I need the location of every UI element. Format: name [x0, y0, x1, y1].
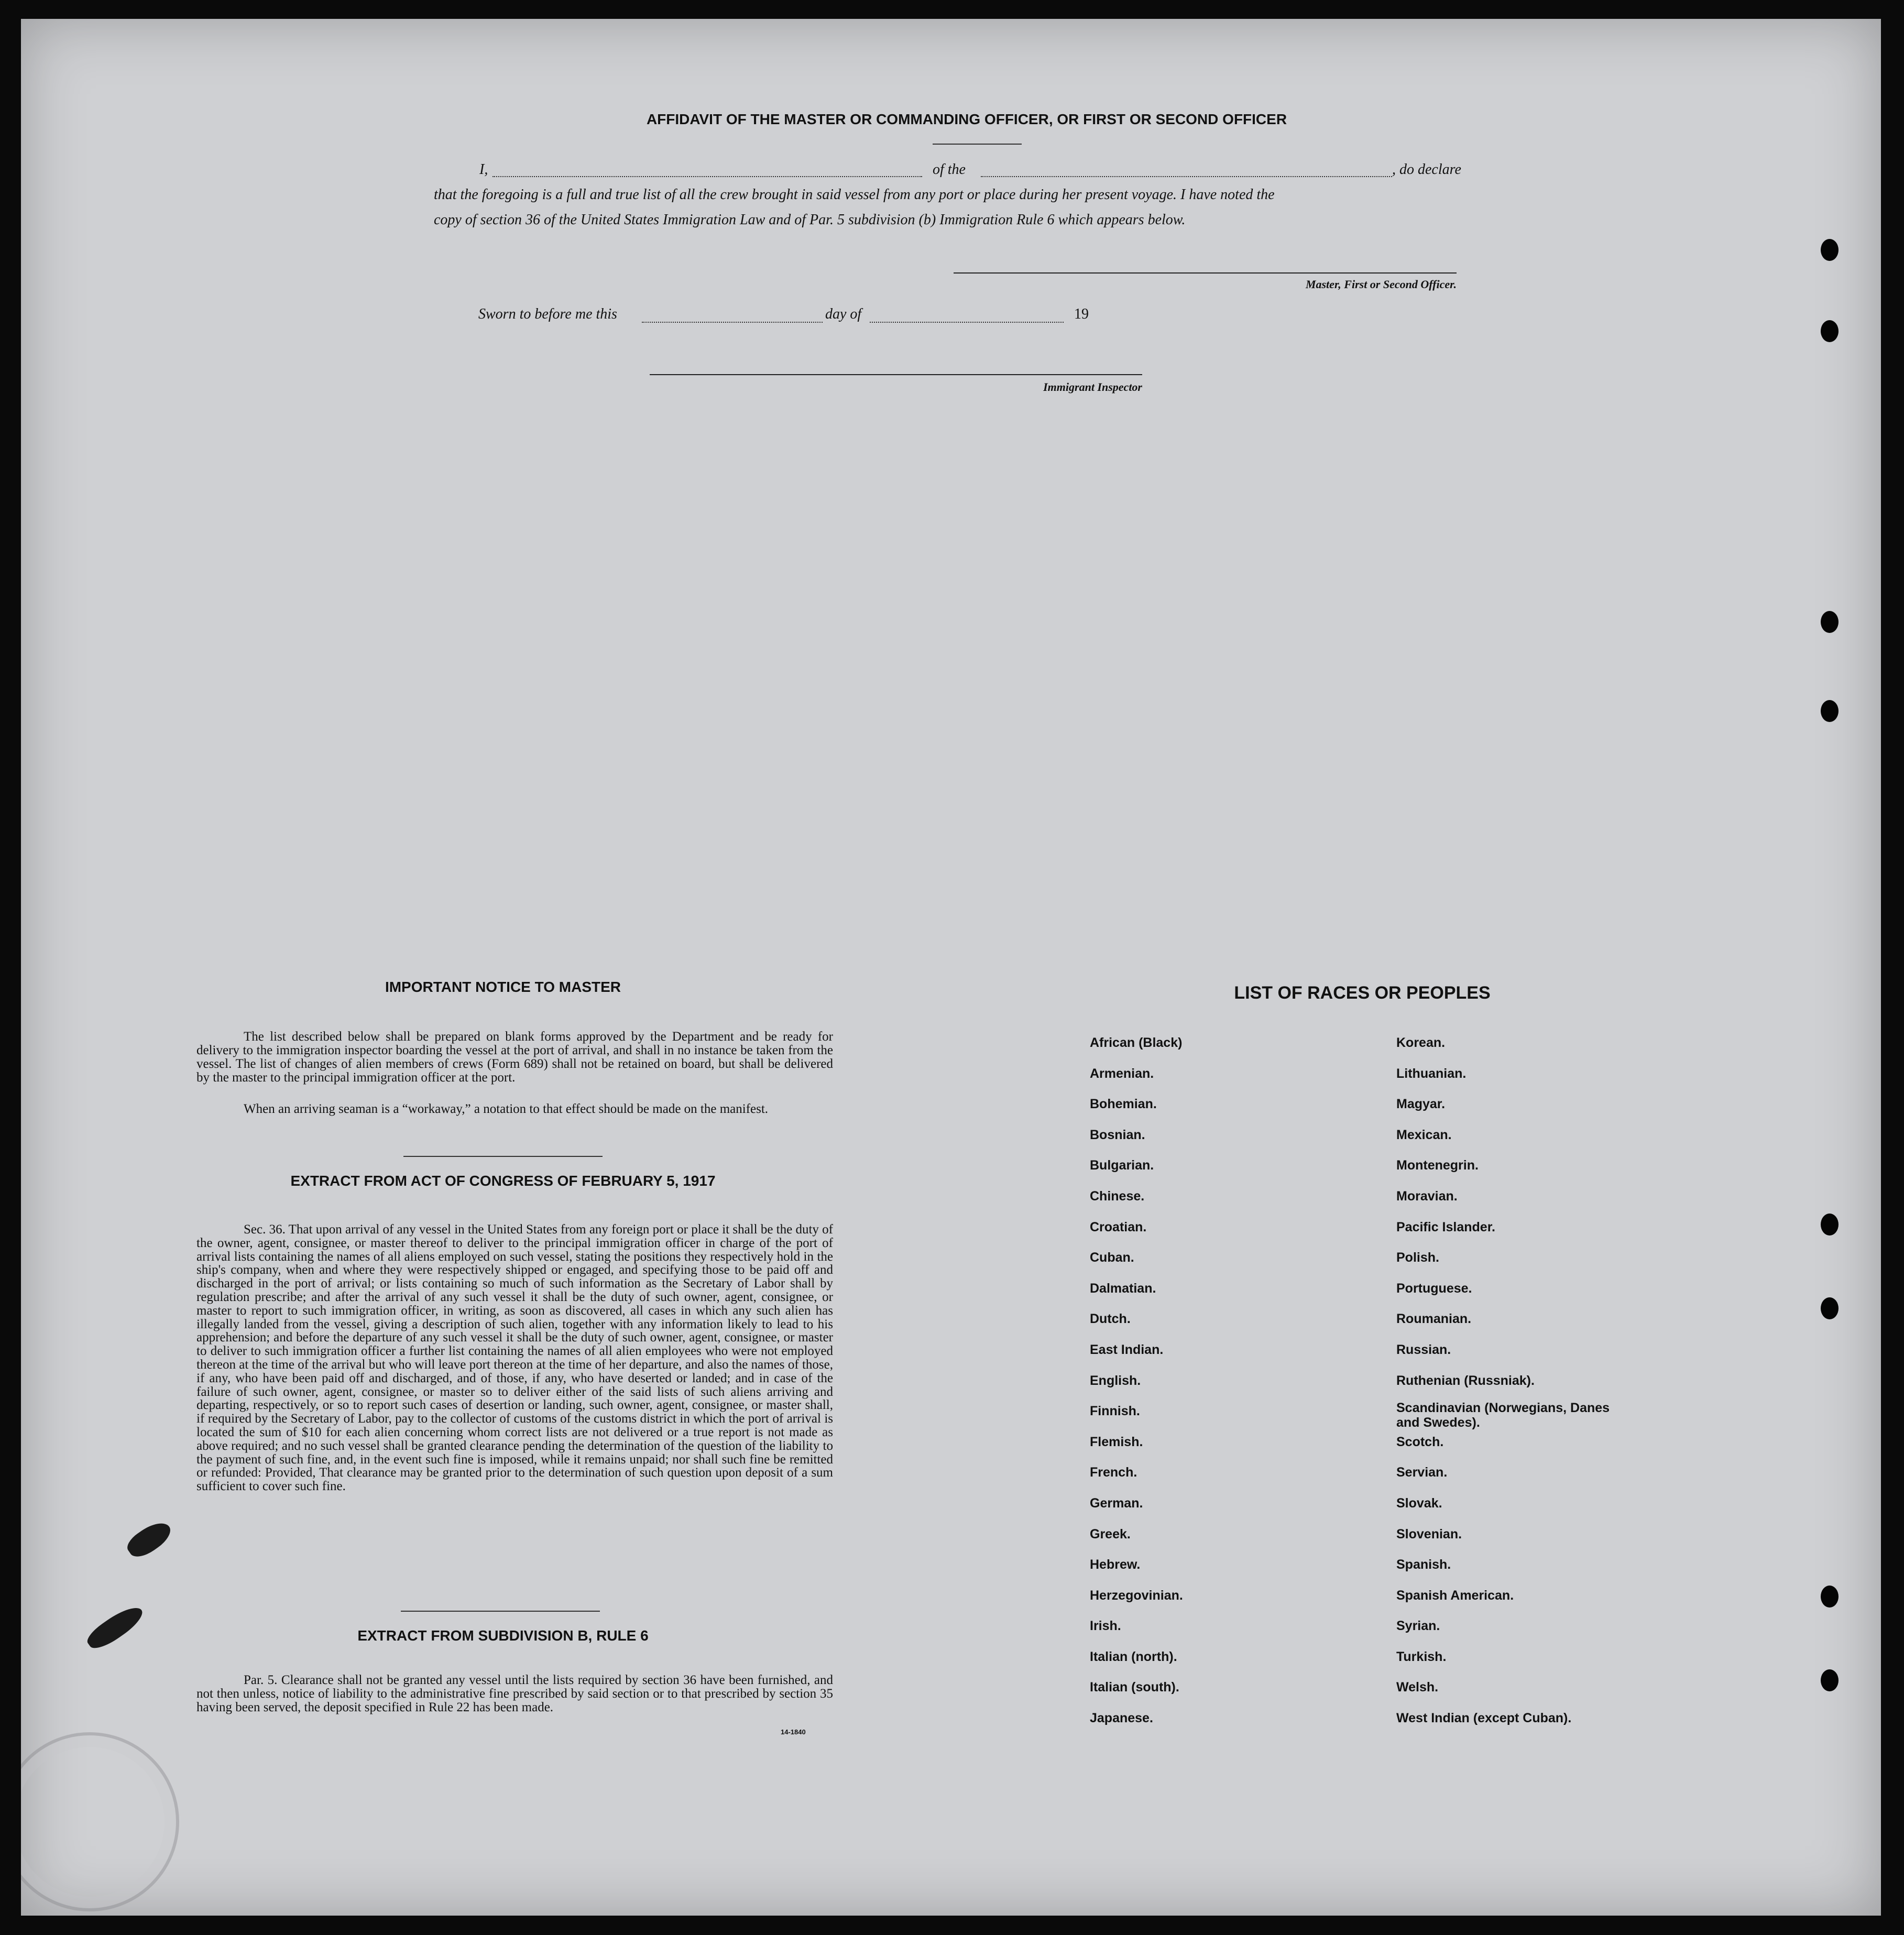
race-item: Polish. [1396, 1250, 1439, 1265]
race-item: Turkish. [1396, 1649, 1447, 1664]
race-item: Russian. [1396, 1342, 1451, 1357]
race-item: Spanish American. [1396, 1588, 1514, 1603]
race-item: Herzegovinian. [1090, 1588, 1183, 1603]
race-item: Mexican. [1396, 1127, 1452, 1142]
act-divider [401, 1611, 600, 1612]
race-item: Italian (south). [1090, 1680, 1179, 1695]
race-item: Chinese. [1090, 1188, 1145, 1204]
binding-hole [1821, 700, 1839, 722]
race-item: Slovak. [1396, 1495, 1442, 1511]
race-item: East Indian. [1090, 1342, 1164, 1357]
notice-title: IMPORTANT NOTICE TO MASTER [385, 979, 621, 995]
race-item: Japanese. [1090, 1711, 1153, 1726]
race-item: Dalmatian. [1090, 1281, 1156, 1296]
race-item: Lithuanian. [1396, 1066, 1467, 1081]
race-item: Syrian. [1396, 1619, 1440, 1634]
binding-hole [1821, 239, 1839, 261]
race-item: Ruthenian (Russniak). [1396, 1373, 1535, 1388]
sworn-month-field[interactable] [870, 322, 1064, 323]
race-item: Bulgarian. [1090, 1158, 1154, 1173]
binding-hole [1821, 320, 1839, 342]
race-item: English. [1090, 1373, 1141, 1388]
vessel-name-field[interactable] [981, 176, 1392, 177]
extract-act-text: Sec. 36. That upon arrival of any vessel in the United States from any foreign port or place it shall be the duty of the owner, agent, consignee, or master thereof to deliver to the principal immigration officer in charge of the port of arrival lists containing the names of all aliens employed on such vessel, stating the positions they respectively hold in the ship's company, when and where they were respectively shipped or engaged, and specifying those to be paid off and discharged in the port of arrival; or lists containing so much of such information as the Secretary of Labor shall by regulation prescribe; and after the arrival of any such vessel it shall be the duty of such owner, agent, consignee, or master to report to such immigration officer, in writing, as soon as discovered, all cases in which any such alien has illegally landed from the vessel, giving a description of such alien, together with any information likely to lead to his apprehension; and before the departure of any such vessel it shall be the duty of such owner, agent, consignee, or master to deliver to such immigration officer a further list containing the names of all alien employees who were not employed thereon at the time of the arrival but who will leave port thereon at the time of her departure, and also the names of those, if any, who have been paid off and discharged, and of those, if any, who have deserted or landed; and in case of the failure of such owner, agent, consignee, or master so to deliver either of the said lists of such aliens arriving and departing, respectively, or so to report such cases of desertion or landing, such owner, agent, consignee, or master shall, if required by the Secretary of Labor, pay to the collector of customs of the customs district in which the port of arrival is located the sum of $10 for each alien concerning whom correct lists are not delivered or a true report is not made as above required; and no such vessel shall be granted clearance pending the determination of the question of the liability to the payment of such fine, and, in the event such fine is imposed, while it remains unpaid; nor shall such fine be remitted or refunded: Provided, That clearance may be granted prior to the determination of such question upon deposit of a sum sufficient to cover such fine. [196, 1222, 833, 1494]
race-item: Scandinavian (Norwegians, Danes and Swedes). [1396, 1401, 1610, 1430]
race-item: Hebrew. [1090, 1557, 1141, 1572]
title-divider [933, 144, 1022, 145]
vessel-label: of the [933, 161, 966, 178]
race-item: Montenegrin. [1396, 1158, 1479, 1173]
race-item: Servian. [1396, 1465, 1448, 1480]
declare-label: , do declare [1392, 161, 1461, 178]
master-signature-line[interactable] [954, 272, 1457, 274]
affidavit-line-3: copy of section 36 of the United States Immigration Law and of Par. 5 subdivision (b) Immigration Rule 6 which appears below. [434, 212, 1186, 228]
declarant-name-field[interactable] [493, 176, 922, 177]
affidavit-line-2: that the foregoing is a full and true list of all the crew brought in said vessel from any port or place during her present voyage. I have noted the [434, 187, 1275, 203]
notice-paragraph-1: The list described below shall be prepared on blank forms approved by the Department and be ready for delivery to the immigration inspector boarding the vessel at the port of arrival, and shall in no instance be taken from the vessel. The list of changes of alien members of crews (Form 689) shall not be retained on board, but shall be delivered by the master to the principal immigration officer at the port. [196, 1030, 833, 1085]
document-page [21, 19, 1881, 1916]
notice-paragraph-2: When an arriving seaman is a “workaway,” a notation to that effect should be made on the manifest. [244, 1102, 769, 1116]
race-item: Italian (north). [1090, 1649, 1177, 1664]
binding-hole [1821, 1586, 1839, 1608]
sworn-day-field[interactable] [642, 322, 823, 323]
race-item: German. [1090, 1495, 1143, 1511]
race-item: Bosnian. [1090, 1127, 1145, 1142]
affidavit-title: AFFIDAVIT OF THE MASTER OR COMMANDING OFFICER, OR FIRST OR SECOND OFFICER [646, 111, 1287, 127]
race-item: Korean. [1396, 1035, 1446, 1050]
race-item: Spanish. [1396, 1557, 1451, 1572]
notice-divider [403, 1156, 603, 1157]
race-item: African (Black) [1090, 1035, 1183, 1050]
race-item: Croatian. [1090, 1219, 1147, 1234]
binding-hole [1821, 1297, 1839, 1319]
master-signature-caption: Master, First or Second Officer. [1305, 278, 1457, 291]
ink-smudge [83, 1601, 147, 1654]
day-of-label: day of [825, 306, 862, 322]
extract-rule-title: EXTRACT FROM SUBDIVISION B, RULE 6 [357, 1627, 649, 1644]
race-item: Irish. [1090, 1619, 1121, 1634]
races-list [1090, 1035, 1677, 1742]
race-item: Magyar. [1396, 1097, 1446, 1112]
inspector-signature-line[interactable] [650, 374, 1142, 375]
year-prefix: 19 [1074, 306, 1089, 322]
race-item: West Indian (except Cuban). [1396, 1711, 1572, 1726]
race-item: Dutch. [1090, 1311, 1131, 1327]
inspector-caption: Immigrant Inspector [1043, 380, 1142, 393]
binding-hole [1821, 1214, 1839, 1236]
race-item: French. [1090, 1465, 1137, 1480]
extract-rule-text: Par. 5. Clearance shall not be granted any vessel until the lists required by section 36 have been furnished, and not then unless, notice of liability to the administrative fine prescribed by said section or to that prescribed by section 35 having been served, the deposit specified in Rule 22 has been made. [196, 1673, 833, 1714]
race-item: Bohemian. [1090, 1097, 1157, 1112]
race-item: Moravian. [1396, 1188, 1458, 1204]
binding-hole [1821, 611, 1839, 633]
race-item: Finnish. [1090, 1404, 1140, 1419]
race-item: Roumanian. [1396, 1311, 1472, 1327]
extract-act-title: EXTRACT FROM ACT OF CONGRESS OF FEBRUARY 5, 1917 [290, 1173, 716, 1189]
ink-smudge [124, 1516, 176, 1562]
race-item: Slovenian. [1396, 1526, 1462, 1542]
race-item: Armenian. [1090, 1066, 1154, 1081]
race-item: Cuban. [1090, 1250, 1134, 1265]
races-title: LIST OF RACES OR PEOPLES [1234, 983, 1491, 1003]
embossed-seal [21, 1732, 179, 1911]
race-item: Flemish. [1090, 1434, 1143, 1449]
race-item: Welsh. [1396, 1680, 1439, 1695]
race-item: Scotch. [1396, 1434, 1444, 1449]
form-number: 14-1840 [781, 1728, 806, 1736]
declarant-label: I, [479, 161, 488, 178]
race-item: Greek. [1090, 1526, 1131, 1542]
binding-hole [1821, 1669, 1839, 1691]
sworn-label: Sworn to before me this [478, 306, 617, 322]
race-item: Pacific Islander. [1396, 1219, 1495, 1234]
race-item: Portuguese. [1396, 1281, 1472, 1296]
